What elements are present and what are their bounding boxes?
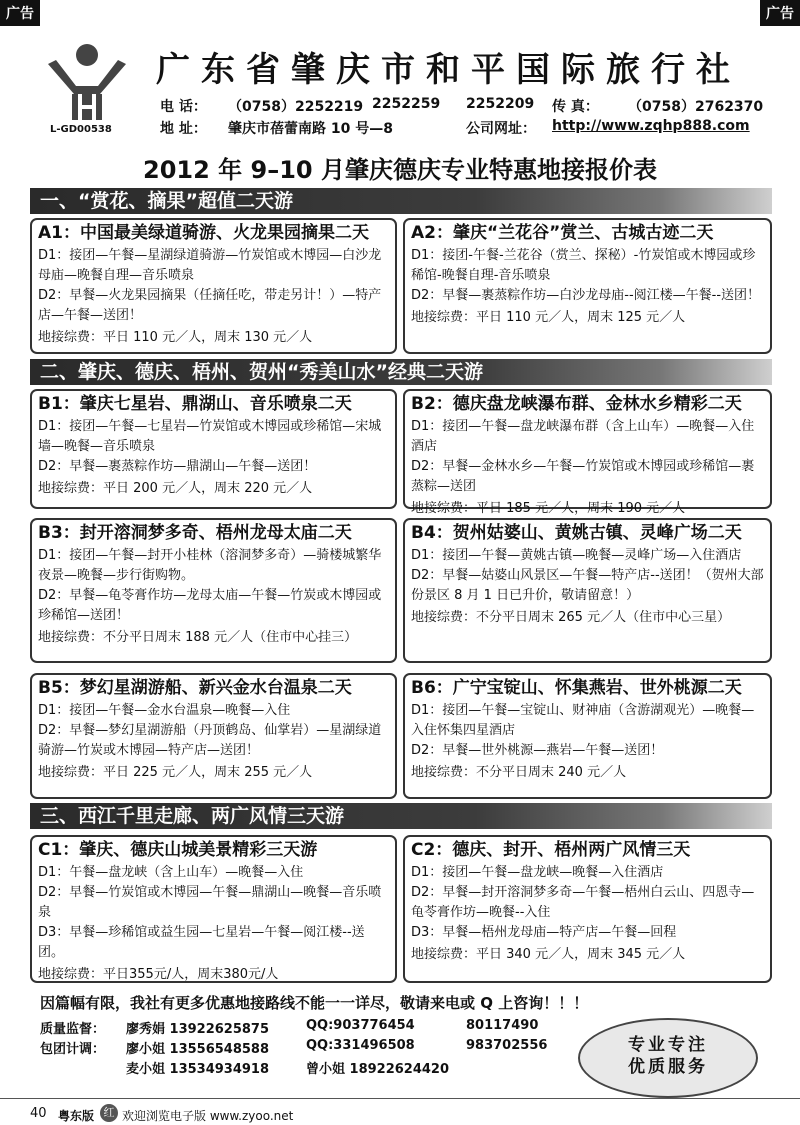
itinerary-day-2: D2：早餐—姑婆山风景区—午餐—特产店--送团！（贺州大部份景区 8 月 1 日已升价，敬请留意！） [411, 568, 764, 603]
tour-card-a1 [30, 218, 397, 354]
itinerary-day-1: D1：接团—午餐—金水台温泉—晚餐—入住 [38, 703, 291, 718]
itinerary-day-2: D2：早餐—裹蒸粽作坊—鼎湖山—午餐—送团！ [38, 459, 317, 474]
notice-text: 因篇幅有限，我社有更多优惠地接路线不能一一详尽，敬请来电或 Q 上咨询！！！ [40, 994, 589, 1012]
tour-title: A1：中国最美绿道骑游、火龙果园摘果二天 [38, 223, 369, 243]
tour-card-c2 [403, 835, 772, 983]
itinerary-day-2: D2：早餐—龟苓膏作坊—龙母太庙—午餐—竹炭或木博园或珍稀馆—送团！ [38, 588, 382, 623]
tour-price: 地接综费：不分平日周末 265 元／人（住市中心三星） [411, 610, 731, 625]
itinerary-day-2: D2：早餐—裹蒸粽作坊—白沙龙母庙--阅江楼—午餐--送团！ [411, 288, 761, 303]
tour-price: 地接综费：平日 110 元／人，周末 130 元／人 [38, 330, 313, 345]
itinerary-day-3: D3：早餐—梧州龙母庙—特产店—午餐—回程 [411, 925, 677, 940]
tour-title: B2：德庆盘龙峡瀑布群、金林水乡精彩二天 [411, 394, 742, 414]
tour-card-b4 [403, 518, 772, 663]
tour-price: 地接综费：平日 340 元／人，周末 345 元／人 [411, 947, 686, 962]
tour-card-c1 [30, 835, 397, 983]
ad-tag-left: 广告 [0, 0, 40, 26]
phone-number-2: 2252259 [372, 96, 441, 112]
website-link[interactable]: http://www.zqhp888.com [552, 118, 750, 134]
itinerary-day-1: D1：午餐—盘龙峡（含上山车）—晚餐—入住 [38, 865, 304, 880]
quality-contact: 廖秀娟 13922625875 [126, 1022, 270, 1037]
group-contact-1: 廖小姐 13556548588 [126, 1042, 270, 1057]
itinerary-day-1: D1：接团—午餐—星湖绿道骑游—竹炭馆或木博园—白沙龙母庙—晚餐自理—音乐喷泉 [38, 248, 382, 283]
itinerary-day-1: D1：接团—午餐—封开小桂林（溶洞梦多奇）—骑楼城繁华夜景—晚餐—步行街购物。 [38, 548, 382, 583]
page-number: 40 [30, 1106, 47, 1121]
section-banner-3: 三、西江千里走廊、两广风情三天游 [30, 803, 772, 829]
quality-label: 质量监督： [40, 1022, 106, 1037]
itinerary-day-1: D1：接团—午餐—黄姚古镇—晚餐—灵峰广场—入住酒店 [411, 548, 742, 563]
extra-number-2: 983702556 [466, 1038, 548, 1053]
ad-tag-right: 广告 [760, 0, 800, 26]
section-banner-2: 二、肇庆、德庆、梧州、贺州“秀美山水”经典二天游 [30, 359, 772, 385]
itinerary-day-2: D2：早餐—封开溶洞梦多奇—午餐—梧州白云山、四恩寺—龟苓膏作坊—晚餐--入住 [411, 885, 755, 920]
address-label: 地 址： [160, 121, 207, 137]
phone-number-1: （0758）2252219 [228, 99, 364, 115]
fax-label: 传 真： [552, 99, 599, 115]
itinerary-day-2: D2：早餐—金林水乡—午餐—竹炭馆或木博园或珍稀馆—裹蒸粽—送团 [411, 459, 755, 494]
itinerary-day-1: D1：接团—午餐—宝锭山、财神庙（含游湖观光）—晚餐—入住怀集四星酒店 [411, 703, 755, 738]
tour-price: 地接综费：平日 200 元／人，周末 220 元／人 [38, 481, 313, 496]
fax-number: （0758）2762370 [628, 99, 764, 115]
itinerary-day-1: D1：接团—午餐—七星岩—竹炭馆或木博园或珍稀馆—宋城墙—晚餐—音乐喷泉 [38, 419, 382, 454]
section-banner-1: 一、“赏花、摘果”超值二天游 [30, 188, 772, 214]
itinerary-day-1: D1：接团—午餐—盘龙峡—晚餐—入住酒店 [411, 865, 664, 880]
itinerary-day-2: D2：早餐—竹炭馆或木博园—午餐—鼎湖山—晚餐—音乐喷泉 [38, 885, 382, 920]
tour-title: B1：肇庆七星岩、鼎湖山、音乐喷泉二天 [38, 394, 352, 414]
tour-card-b3 [30, 518, 397, 663]
tour-card-b6 [403, 673, 772, 799]
phone-number-3: 2252209 [466, 96, 535, 112]
qq-number-2: QQ:331496508 [306, 1038, 415, 1053]
company-logo [44, 42, 130, 126]
slogan-badge [578, 1018, 758, 1098]
itinerary-day-2: D2：早餐—梦幻星湖游船（丹顶鹤岛、仙掌岩）—星湖绿道骑游—竹炭或木博园—特产店—送团！ [38, 723, 382, 758]
group-label: 包团计调： [40, 1042, 106, 1057]
address-value: 肇庆市蓓蕾南路 10 号—8 [228, 121, 393, 137]
price-list-title: 2012 年 9–10 月肇庆德庆专业特惠地接报价表 [143, 156, 657, 184]
group-contact-3: 曾小姐 18922624420 [306, 1062, 450, 1077]
edition-badge-icon: 红 [100, 1104, 118, 1122]
tour-price: 地接综费：平日 225 元／人，周末 255 元／人 [38, 765, 313, 780]
tour-price: 地接综费：平日 110 元／人，周末 125 元／人 [411, 310, 686, 325]
extra-number-1: 80117490 [466, 1018, 539, 1033]
slogan-line-2: 优质服务 [628, 1057, 708, 1077]
itinerary-day-2: D2：早餐—火龙果园摘果（任摘任吃，带走另计！）—特产店—午餐—送团！ [38, 288, 382, 323]
edition-label: 粤东版 [58, 1109, 95, 1123]
itinerary-day-2: D2：早餐—世外桃源—燕岩—午餐—送团！ [411, 743, 664, 758]
phone-label: 电 话： [160, 99, 207, 115]
group-contact-2: 麦小姐 13534934918 [126, 1062, 270, 1077]
website-label: 公司网址： [466, 121, 536, 137]
footer-divider [0, 1098, 800, 1099]
tour-title: B5：梦幻星湖游船、新兴金水台温泉二天 [38, 678, 352, 698]
slogan-line-1: 专业专注 [628, 1035, 708, 1055]
tour-card-a2 [403, 218, 772, 354]
tour-title: B6：广宁宝锭山、怀集燕岩、世外桃源二天 [411, 678, 742, 698]
footer-website: 欢迎浏览电子版 www.zyoo.net [122, 1109, 294, 1123]
tour-price: 地接综费：不分平日周末 188 元／人（住市中心挂三） [38, 630, 358, 645]
qq-number-1: QQ:903776454 [306, 1018, 415, 1033]
tour-title: C1：肇庆、德庆山城美景精彩三天游 [38, 840, 318, 860]
tour-title: A2：肇庆“兰花谷”赏兰、古城古迹二天 [411, 223, 714, 243]
tour-title: B3：封开溶洞梦多奇、梧州龙母太庙二天 [38, 523, 352, 543]
itinerary-day-3: D3：早餐—珍稀馆或益生园—七星岩—午餐—阅江楼--送团。 [38, 925, 365, 960]
tour-price: 地接综费：平日 185 元／人，周末 190 元／人 [411, 501, 686, 516]
tour-title: B4：贺州姑婆山、黄姚古镇、灵峰广场二天 [411, 523, 742, 543]
company-name: 广东省肇庆市和平国际旅行社 [156, 50, 741, 90]
itinerary-day-1: D1：接团-午餐-兰花谷（赏兰、探秘）-竹炭馆或木博园或珍稀馆-晚餐自理-音乐喷泉 [411, 248, 756, 283]
tour-title: C2：德庆、封开、梧州两广风情三天 [411, 840, 691, 860]
tour-card-b5 [30, 673, 397, 799]
itinerary-day-1: D1：接团—午餐—盘龙峡瀑布群（含上山车）—晚餐—入住酒店 [411, 419, 755, 454]
tour-card-b1 [30, 389, 397, 509]
tour-price: 地接综费：不分平日周末 240 元／人 [411, 765, 627, 780]
tour-card-b2 [403, 389, 772, 516]
license-number: L-GD00538 [50, 124, 112, 135]
tour-price: 地接综费：平日355元/人，周末380元/人 [38, 967, 279, 982]
